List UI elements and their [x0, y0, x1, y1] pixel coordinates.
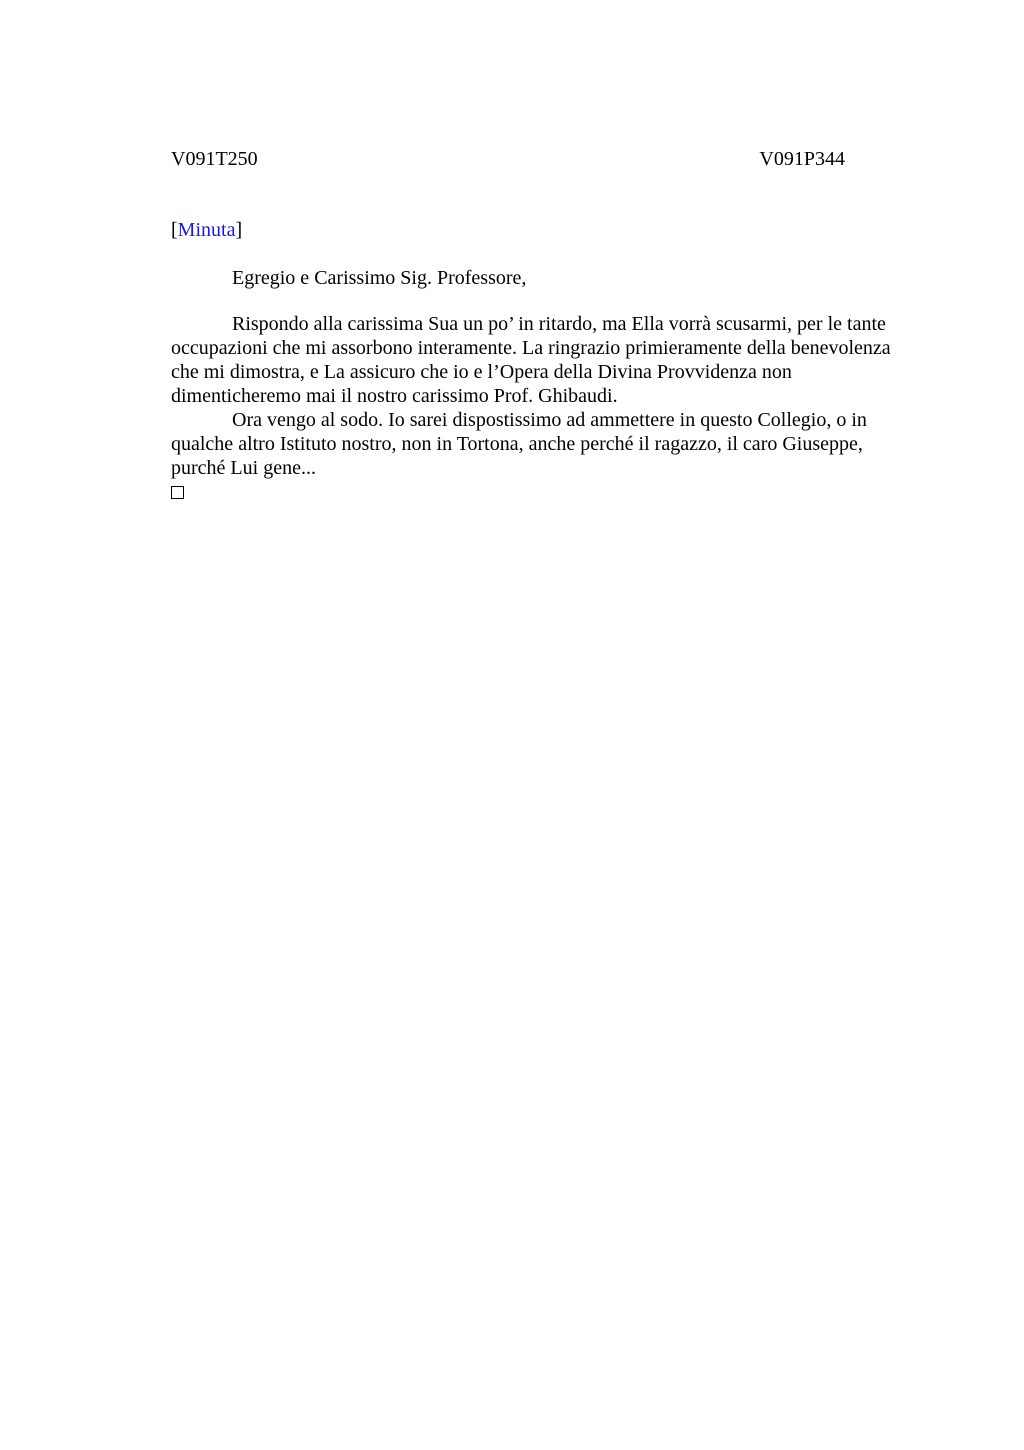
- empty-square-icon: [171, 486, 184, 499]
- bracket-open: [: [171, 219, 178, 241]
- letter-salutation: Egregio e Carissimo Sig. Professore,: [232, 267, 527, 289]
- letter-paragraph-2: Ora vengo al sodo. Io sarei dispostissimo ad ammettere in questo Collegio, o in qualche altro Istituto nostro, non in Tortona, anche perché il ragazzo, il caro Giuseppe, purché Lui gene...: [171, 409, 867, 479]
- document-code-left: V091T250: [171, 148, 258, 170]
- letter-body: [171, 312, 921, 499]
- document-code-right: V091P344: [759, 148, 845, 170]
- bracket-close: ]: [235, 219, 243, 241]
- document-type-label: [171, 217, 242, 243]
- letter-paragraph-1: Rispondo alla carissima Sua un po’ in ritardo, ma Ella vorrà scusarmi, per le tante occupazioni che mi assorbono interamente. La ringrazio primieramente della benevolenza che mi dimostra, e La assicuro che io e l’Opera della Divina Provvidenza non dimenticheremo mai il nostro carissimo Prof. Ghibaudi.: [171, 313, 891, 407]
- minuta-link[interactable]: Minuta: [177, 219, 236, 241]
- document-header: [171, 146, 845, 172]
